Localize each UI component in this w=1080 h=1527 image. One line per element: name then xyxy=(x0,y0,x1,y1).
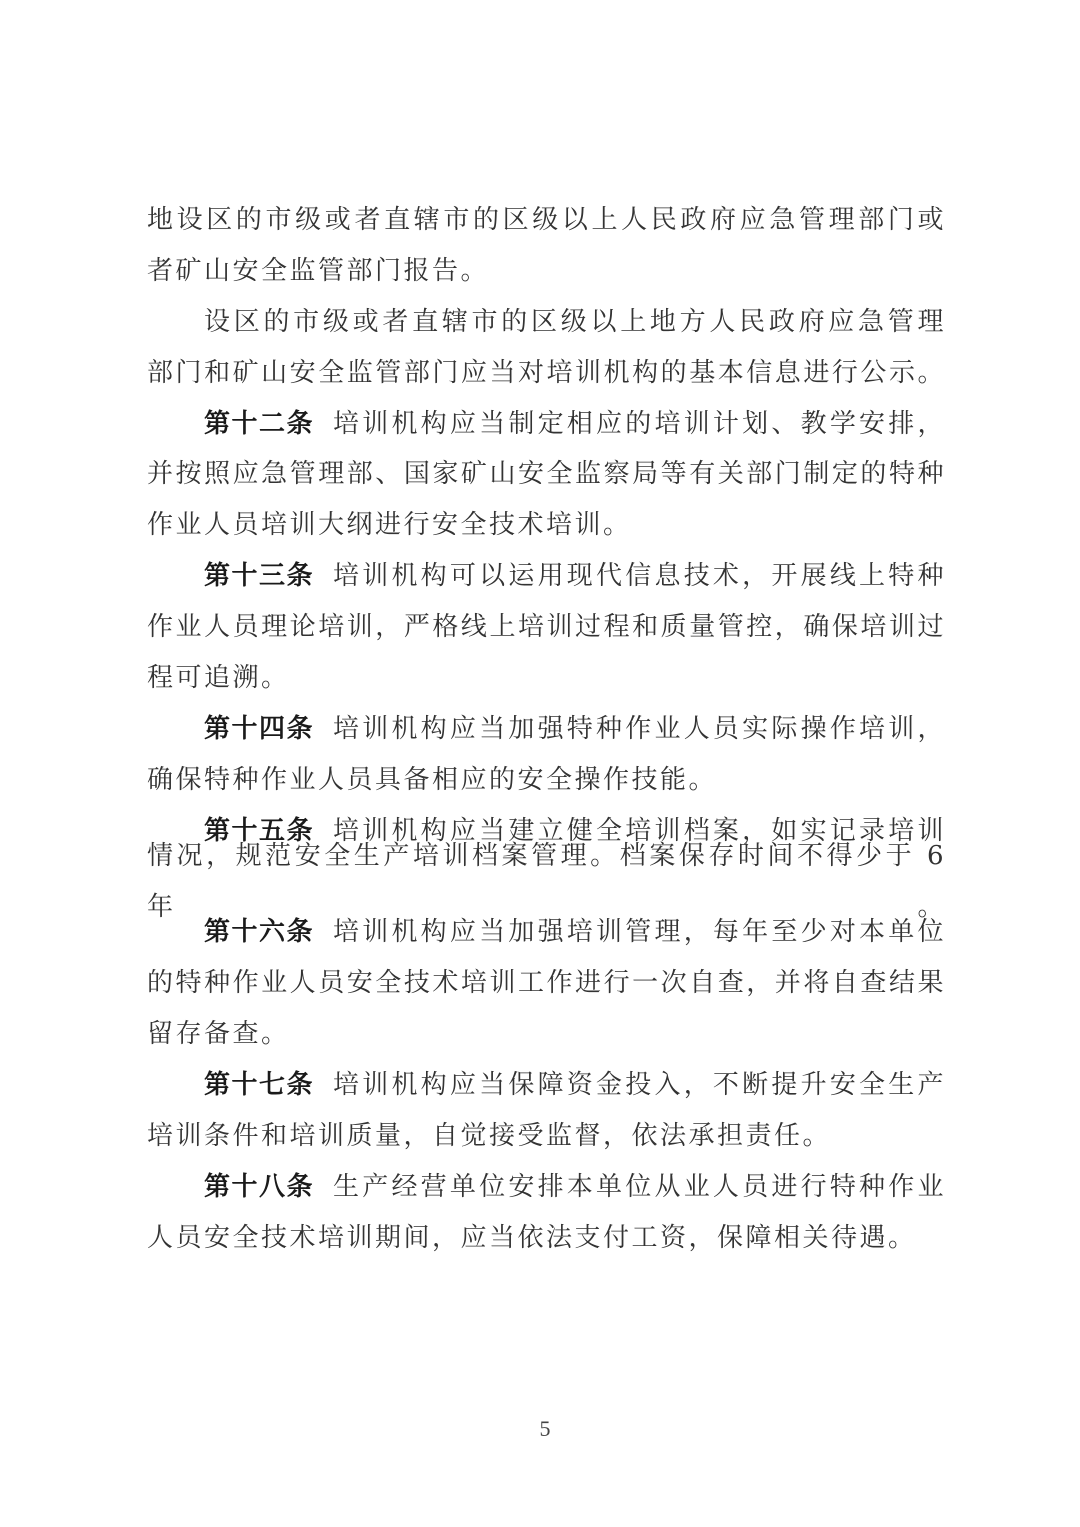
line-text: 地设区的市级或者直辖市的区级以上人民政府应急管理部门或 xyxy=(147,205,945,235)
line-text: 培训机构应当加强培训管理，每年至少对本单位 xyxy=(333,917,945,948)
text-line xyxy=(147,1111,945,1162)
article-17 xyxy=(147,1060,945,1162)
line-text: 培训机构可以运用现代信息技术，开展线上特种 xyxy=(333,561,945,592)
line-text: 培训机构应当保障资金投入，不断提升安全生产 xyxy=(333,1070,945,1101)
line-text: 培训机构应当制定相应的培训计划、教学安排， xyxy=(333,408,945,439)
text-line xyxy=(147,958,945,1009)
article-14 xyxy=(147,704,945,806)
article-heading: 第十三条 xyxy=(204,561,315,592)
text-line xyxy=(147,1162,945,1213)
text-line xyxy=(147,1009,945,1060)
text-line xyxy=(147,399,945,450)
line-text: 者矿山安全监管部门报告。 xyxy=(147,255,490,286)
article-heading: 第十五条 xyxy=(204,815,315,846)
document-body xyxy=(147,195,945,1264)
text-line xyxy=(147,195,945,246)
text-line xyxy=(147,449,945,500)
text-line xyxy=(147,246,945,297)
text-line xyxy=(147,704,945,755)
text-line xyxy=(147,602,945,653)
paragraph-continuation xyxy=(147,195,945,297)
text-line xyxy=(147,1060,945,1111)
paragraph-disclosure xyxy=(147,297,945,399)
line-text: 情况，规范安全生产培训档案管理。档案保存时间不得少于 6 年。 xyxy=(147,841,945,923)
line-text: 培训机构应当建立健全培训档案，如实记录培训 xyxy=(333,815,945,846)
line-text: 的特种作业人员安全技术培训工作进行一次自查，并将自查结果 xyxy=(147,968,945,999)
text-line xyxy=(147,551,945,602)
page-number: 5 xyxy=(539,1416,551,1441)
article-heading: 第十七条 xyxy=(204,1070,315,1101)
text-line xyxy=(147,653,945,704)
text-line xyxy=(147,755,945,806)
line-text: 留存备查。 xyxy=(147,1019,290,1050)
line-text: 培训条件和培训质量，自觉接受监督，依法承担责任。 xyxy=(147,1121,832,1152)
line-text: 生产经营单位安排本单位从业人员进行特种作业 xyxy=(333,1171,945,1202)
article-heading: 第十四条 xyxy=(204,713,315,744)
text-line xyxy=(147,1213,945,1264)
line-text: 设区的市级或者直辖市的区级以上地方人民政府应急管理 xyxy=(204,306,945,337)
line-text: 作业人员理论培训，严格线上培训过程和质量管控，确保培训过 xyxy=(147,612,945,643)
article-15 xyxy=(147,806,945,923)
text-line xyxy=(147,841,945,923)
text-line xyxy=(147,297,945,348)
text-line xyxy=(147,907,945,958)
article-18 xyxy=(147,1162,945,1264)
article-12 xyxy=(147,399,945,552)
line-text: 培训机构应当加强特种作业人员实际操作培训， xyxy=(333,713,945,744)
line-text: 人员安全技术培训期间，应当依法支付工资，保障相关待遇。 xyxy=(147,1222,917,1253)
text-line xyxy=(147,348,945,399)
line-text: 作业人员培训大纲进行安全技术培训。 xyxy=(147,510,632,541)
article-heading: 第十六条 xyxy=(204,917,315,948)
line-text: 部门和矿山安全监管部门应当对培训机构的基本信息进行公示。 xyxy=(147,357,945,388)
article-heading: 第十二条 xyxy=(204,408,315,439)
line-text: 确保特种作业人员具备相应的安全操作技能。 xyxy=(147,764,718,795)
article-13 xyxy=(147,551,945,704)
line-text: 程可追溯。 xyxy=(147,663,290,694)
article-heading: 第十八条 xyxy=(204,1171,315,1202)
article-16 xyxy=(147,907,945,1060)
line-text: 并按照应急管理部、国家矿山安全监察局等有关部门制定的特种 xyxy=(147,459,945,490)
text-line xyxy=(147,500,945,551)
